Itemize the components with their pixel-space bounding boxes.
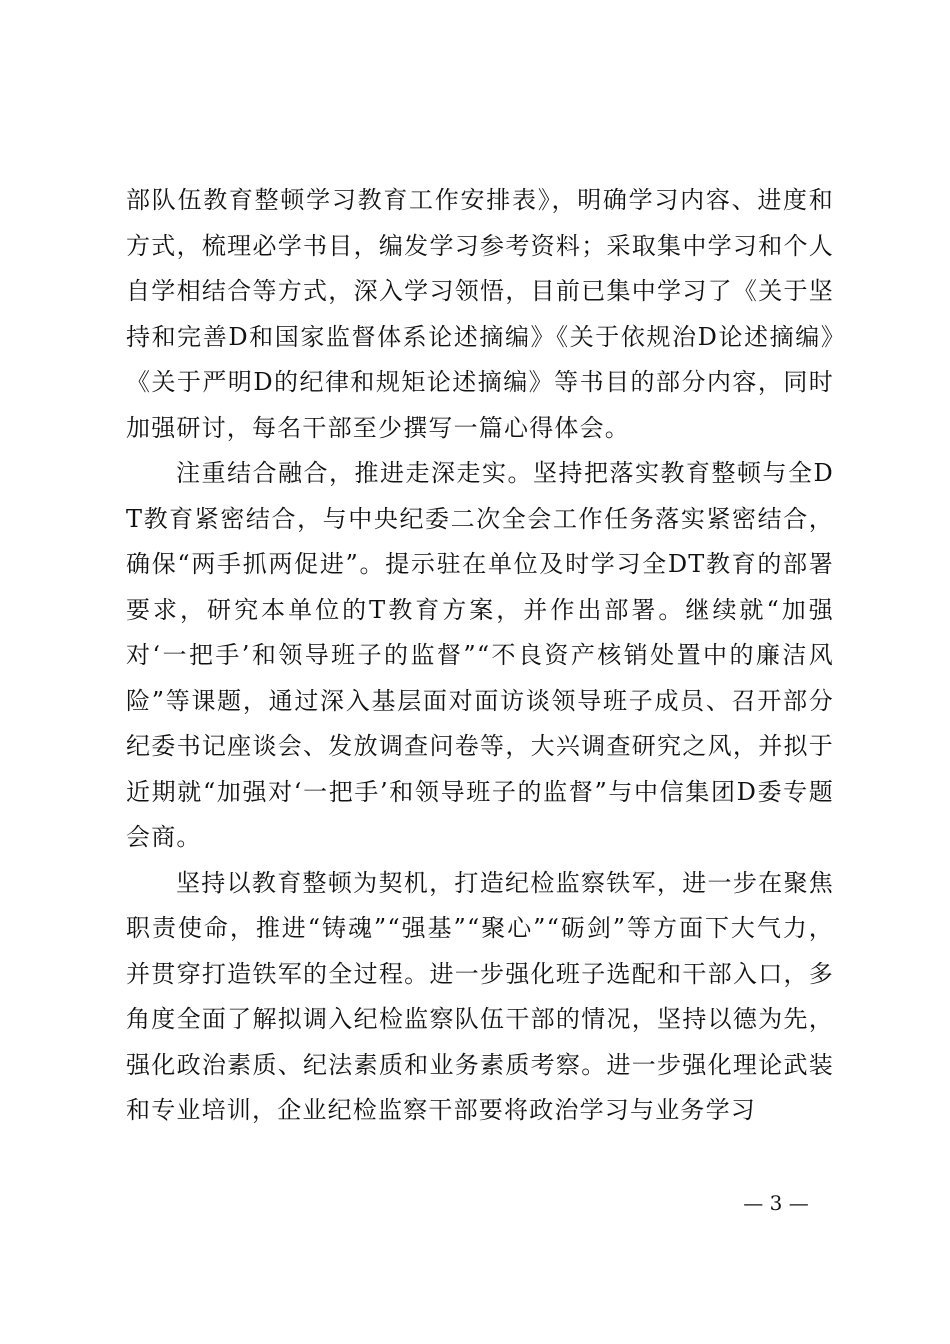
document-body bbox=[126, 178, 834, 1134]
paragraph-1: 部队伍教育整顿学习教育工作安排表》，明确学习内容、进度和方式，梳理必学书目，编发学习参考资料；采取集中学习和个人自学相结合等方式，深入学习领悟，目前已集中学习了《关于坚持和完善D和国家监督体系论述摘编》《关于依规治D论述摘编》《关于严明D的纪律和规矩论述摘编》等书目的部分内容，同时加强研讨，每名干部至少撰写一篇心得体会。 bbox=[126, 186, 834, 442]
paragraph-3: 坚持以教育整顿为契机，打造纪检监察铁军，进一步在聚焦职责使命，推进“铸魂”“强基”“聚心”“砺剑”等方面下大气力，并贯穿打造铁军的全过程。进一步强化班子选配和干部入口，多角度全面了解拟调入纪检监察队伍干部的情况，坚持以德为先，强化政治素质、纪法素质和业务素质考察。进一步强化理论武装和专业培训，企业纪检监察干部要将政治学习与业务学习 bbox=[126, 868, 834, 1124]
page-number: — 3 — bbox=[743, 1191, 809, 1215]
paragraph-2: 注重结合融合，推进走深走实。坚持把落实教育整顿与全DT教育紧密结合，与中央纪委二次全会工作任务落实紧密结合，确保“两手抓两促进”。提示驻在单位及时学习全DT教育的部署要求，研究本单位的T教育方案，并作出部署。继续就“加强对‘一把手’和领导班子的监督”“不良资产核销处置中的廉洁风险”等课题，通过深入基层面对面访谈领导班子成员、召开部分纪委书记座谈会、发放调查问卷等，大兴调查研究之风，并拟于近期就“加强对‘一把手’和领导班子的监督”与中信集团D委专题会商。 bbox=[126, 459, 834, 851]
